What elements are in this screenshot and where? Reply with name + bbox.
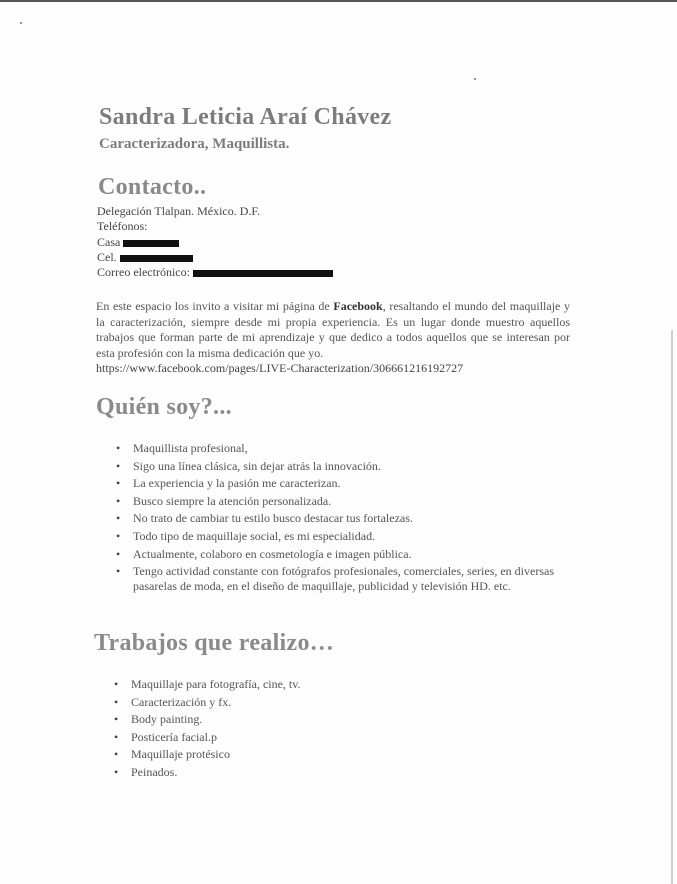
list-item: • Sigo una línea clásica, sin dejar atrás la innovación. — [116, 459, 566, 474]
contact-email — [97, 265, 333, 280]
list-item: • Maquillista profesional, — [116, 441, 566, 456]
list-item: • Actualmente, colaboro en cosmetología e imagen pública. — [116, 547, 566, 562]
list-item: • Peinados. — [114, 765, 564, 780]
intro-text-before: En este espacio los invito a visitar mi página de — [96, 299, 334, 313]
contact-phones-label: Teléfonos: — [97, 219, 148, 233]
about-heading: Quién soy?... — [96, 394, 232, 420]
contact-heading: Contacto.. — [98, 174, 207, 200]
email-label: Correo electrónico: — [97, 265, 190, 279]
person-name: Sandra Leticia Araí Chávez — [99, 104, 392, 130]
intro-text-after: , resaltando el mundo del maquillaje y la caracterización, siempre desde mi propia experiencia. Es un lugar donde muestro aquellos trabajos que forman parte de mi aprendizaje y que dedico a todos aquellos que se interesan por esta profesión con la misma dedicación que yo. — [96, 299, 570, 360]
list-item: • Maquillaje protésico — [114, 747, 564, 762]
redaction-bar — [120, 255, 193, 262]
list-item: • Posticería facial.p — [114, 730, 564, 745]
list-item: • La experiencia y la pasión me caracterizan. — [116, 476, 566, 491]
intro-paragraph — [96, 299, 570, 377]
contact-address: Delegación Tlalpan. México. D.F. — [97, 204, 261, 218]
list-item: • Maquillaje para fotografía, cine, tv. — [114, 677, 564, 692]
scan-speck — [474, 78, 476, 80]
scan-top-edge — [0, 0, 677, 2]
works-list — [114, 677, 564, 783]
list-item: • No trato de cambiar tu estilo busco destacar tus fortalezas. — [116, 511, 566, 526]
facebook-url: https://www.facebook.com/pages/LIVE-Characterization/306661216192727 — [96, 361, 464, 375]
redaction-bar — [193, 270, 333, 277]
scan-speck — [20, 22, 22, 24]
list-item: • Body painting. — [114, 712, 564, 727]
home-phone-label: Casa — [97, 235, 121, 249]
list-item: • Todo tipo de maquillaje social, es mi especialidad. — [116, 529, 566, 544]
person-title: Caracterizadora, Maquillista. — [99, 136, 290, 152]
redaction-bar — [123, 240, 179, 247]
list-item: • Caracterización y fx. — [114, 695, 564, 710]
facebook-brand: Facebook — [333, 299, 383, 313]
contact-cell-phone — [97, 250, 193, 265]
cell-phone-label: Cel. — [97, 250, 117, 264]
scan-right-edge — [671, 330, 673, 884]
contact-home-phone — [97, 235, 179, 250]
list-item: • Tengo actividad constante con fotógrafos profesionales, comerciales, series, en diversas pasarelas de moda, en el diseño de maquillaje, publicidad y televisión HD. etc. — [116, 564, 566, 594]
about-list — [116, 441, 566, 597]
works-heading: Trabajos que realizo… — [94, 630, 335, 656]
list-item: • Busco siempre la atención personalizada. — [116, 494, 566, 509]
